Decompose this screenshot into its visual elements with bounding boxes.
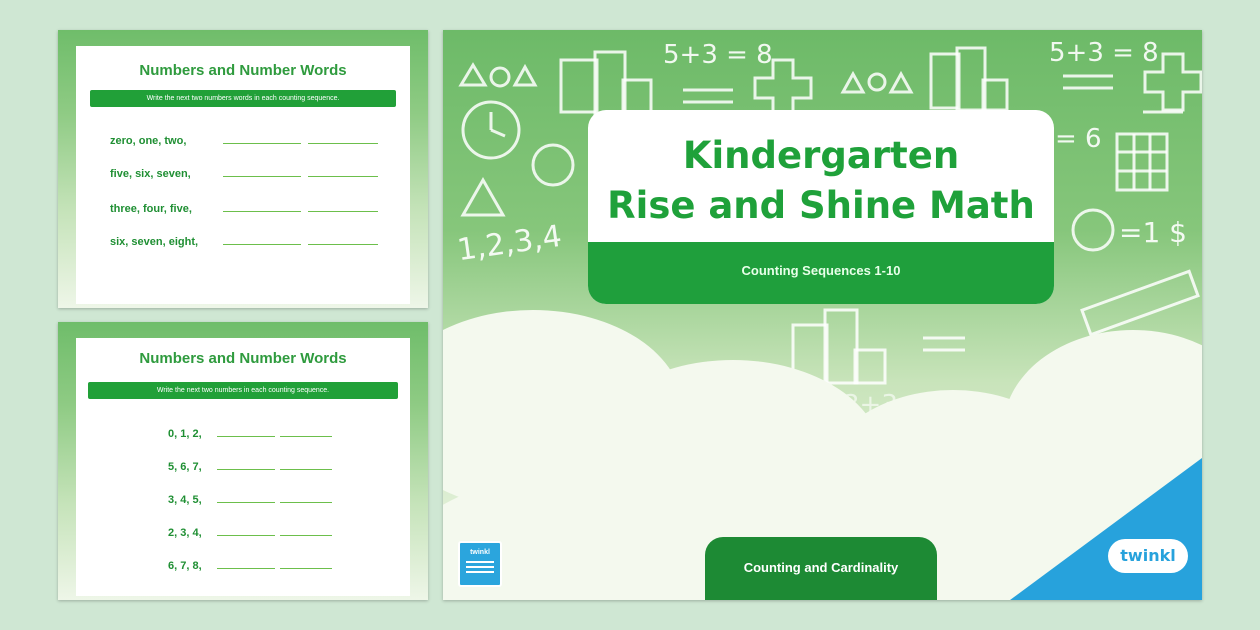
bar-doodle	[595, 52, 625, 116]
sequence-row	[110, 168, 378, 180]
answer-blank	[217, 469, 275, 470]
sequence-row	[110, 135, 378, 147]
sequence-label: 2, 3, 4,	[168, 527, 202, 539]
worksheet-instruction: Write the next two numbers in each counting sequence.	[88, 382, 398, 399]
sequence-label: zero, one, two,	[110, 135, 187, 147]
sequence-row	[168, 428, 332, 440]
answer-blank	[280, 469, 332, 470]
answer-blank	[280, 568, 332, 569]
answer-blank	[280, 502, 332, 503]
presentation-title-line-2: Rise and Shine Math	[607, 184, 1035, 227]
worksheet-page	[76, 338, 410, 596]
answer-blank	[280, 535, 332, 536]
sequence-row	[110, 203, 378, 215]
sequence-label: 6, 7, 8,	[168, 560, 202, 572]
answer-blank	[308, 244, 378, 245]
answer-blank	[280, 436, 332, 437]
worksheet-title: Numbers and Number Words	[139, 62, 347, 79]
worksheet-preview-bottom[interactable]	[58, 322, 428, 600]
answer-blank	[223, 143, 301, 144]
equation-doodle: 5+3 = 8	[1049, 38, 1159, 68]
worksheet-instruction: Write the next two numbers words in each counting sequence.	[90, 90, 396, 107]
sequence-row	[110, 236, 378, 248]
triangle-doodle	[463, 180, 503, 215]
numbers-doodle: 1,2,3,4	[455, 218, 564, 269]
sequence-label: 5, 6, 7,	[168, 461, 202, 473]
sequence-label: five, six, seven,	[110, 168, 191, 180]
sequence-label: three, four, five,	[110, 203, 192, 215]
clock-doodle	[533, 145, 573, 185]
sequence-label: six, seven, eight,	[110, 236, 199, 248]
answer-blank	[217, 568, 275, 569]
category-tab[interactable]: Counting and Cardinality	[705, 537, 937, 600]
twinkl-badge-icon	[458, 541, 502, 587]
equation-doodle: 5+3 = 8	[663, 40, 773, 70]
worksheet-page	[76, 46, 410, 304]
answer-blank	[308, 176, 378, 177]
grid-doodle	[1117, 134, 1167, 190]
answer-blank	[223, 211, 301, 212]
sequence-row	[168, 560, 332, 572]
subtitle-band: Counting Sequences 1-10	[588, 242, 1054, 304]
badge-label: twinkl	[470, 549, 490, 556]
triangle-doodle	[515, 67, 535, 85]
answer-blank	[223, 176, 301, 177]
bar-doodle	[561, 60, 597, 112]
circle-doodle	[491, 68, 509, 86]
ruler-doodle	[1082, 271, 1198, 334]
presentation-title-line-1: Kindergarten	[682, 134, 960, 177]
answer-blank	[308, 143, 378, 144]
badge-stripes	[466, 561, 494, 575]
answer-blank	[223, 244, 301, 245]
sequence-row	[168, 461, 332, 473]
sequence-row	[168, 527, 332, 539]
sequence-label: 0, 1, 2,	[168, 428, 202, 440]
answer-blank	[217, 436, 275, 437]
money-doodle: =1 $	[1119, 216, 1187, 249]
twinkl-logo[interactable]: twinkl	[1108, 539, 1188, 573]
worksheet-preview-top[interactable]	[58, 30, 428, 308]
title-panel	[588, 110, 1054, 304]
answer-blank	[217, 535, 275, 536]
answer-blank	[217, 502, 275, 503]
equation-doodle: = 6	[1055, 124, 1102, 154]
sequence-label: 3, 4, 5,	[168, 494, 202, 506]
sequence-row	[168, 494, 332, 506]
answer-blank	[308, 211, 378, 212]
coin-doodle	[1073, 210, 1113, 250]
worksheet-title: Numbers and Number Words	[139, 350, 347, 367]
triangle-doodle	[461, 65, 485, 85]
